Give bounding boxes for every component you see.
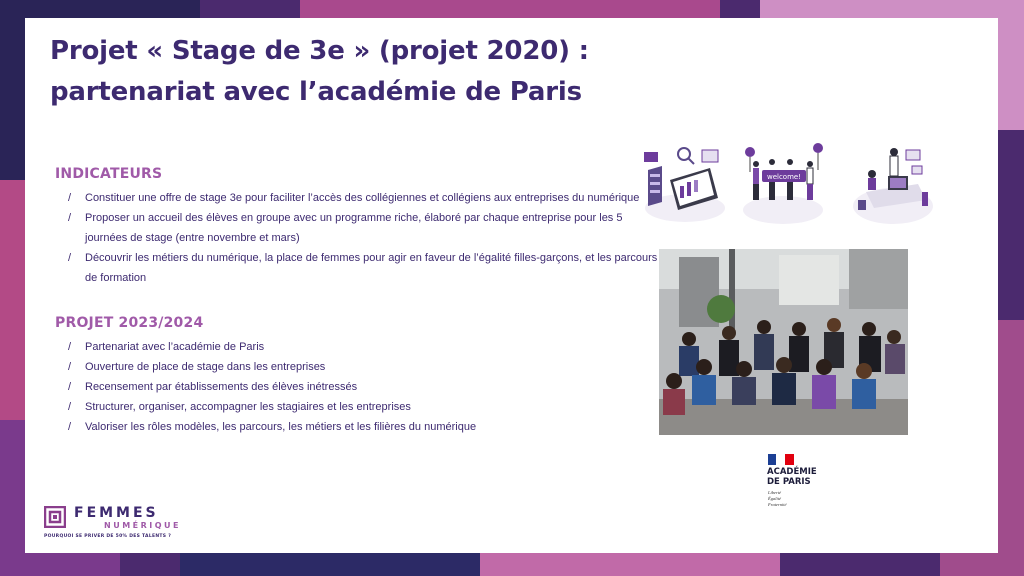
slide-title [50, 31, 670, 113]
academie-de-paris-logo [766, 452, 846, 514]
slide-title-line-2: partenariat avec l’académie de Paris [50, 77, 582, 107]
projet-list [68, 337, 588, 437]
femmes-numerique-line-1: FEMMES [74, 505, 159, 521]
bullet-mark: / [68, 381, 72, 393]
list-item [68, 188, 658, 208]
welcome-group-illustration [738, 140, 828, 230]
bullet-mark: / [68, 212, 72, 224]
list-item-text: Constituer une offre de stage 3e pour faciliter l’accès des collégiennes et collégiens aux entreprises du numérique [85, 192, 640, 204]
indicateurs-list [68, 188, 658, 288]
bullet-mark: / [68, 192, 72, 204]
list-item [68, 397, 588, 417]
list-item [68, 417, 588, 437]
academie-motto-2: Égalité [768, 496, 781, 501]
list-item [68, 377, 588, 397]
welcome-sign-text: welcome! [766, 173, 802, 181]
list-item-text: Structurer, organiser, accompagner les stagiaires et les entreprises [85, 401, 411, 413]
bullet-mark: / [68, 421, 72, 433]
analytics-dashboard-illustration [640, 140, 730, 230]
academie-motto-1: Liberté [768, 490, 781, 495]
bullet-mark: / [68, 361, 72, 373]
list-item-text: Recensement par établissements des élèves inétressés [85, 381, 358, 393]
list-item-text: Partenariat avec l’académie de Paris [85, 341, 265, 353]
list-item-text: Valoriser les rôles modèles, les parcours, les métiers et les filières du numérique [85, 421, 477, 433]
list-item [68, 248, 658, 288]
projet-heading: PROJET 2023/2024 [55, 315, 204, 331]
indicateurs-heading: INDICATEURS [55, 166, 163, 182]
bullet-mark: / [68, 341, 72, 353]
list-item [68, 357, 588, 377]
list-item-text: Découvrir les métiers du numérique, la place de femmes pour agir en faveur de l’égalité filles-garçons, et les parcours de formation [85, 252, 658, 284]
marianne-flag-icon [768, 454, 794, 465]
femmes-numerique-mark-icon [44, 506, 66, 528]
list-item-text: Ouverture de place de stage dans les entreprises [85, 361, 326, 373]
femmes-numerique-line-2: NUMÉRIQUE [104, 521, 182, 530]
bullet-mark: / [68, 401, 72, 413]
femmes-numerique-logo [44, 506, 184, 546]
femmes-numerique-tagline: POURQUOI SE PRIVER DE 50% DES TALENTS ? [44, 534, 172, 539]
list-item [68, 337, 588, 357]
list-item [68, 208, 658, 248]
academie-motto-3: Fraternité [768, 502, 787, 507]
academie-title-line-1: ACADÉMIE [767, 467, 817, 477]
bullet-mark: / [68, 252, 72, 264]
academie-title-line-2: DE PARIS [767, 477, 811, 487]
list-item-text: Proposer un accueil des élèves en groupe avec un programme riche, élaboré par chaque entreprise pour les 5 journées de stage (entre novembre et mars) [85, 212, 623, 244]
group-photo [659, 249, 908, 435]
office-workspace-illustration [848, 140, 938, 230]
slide-title-line-1: Projet « Stage de 3e » (projet 2020) : [50, 36, 589, 66]
